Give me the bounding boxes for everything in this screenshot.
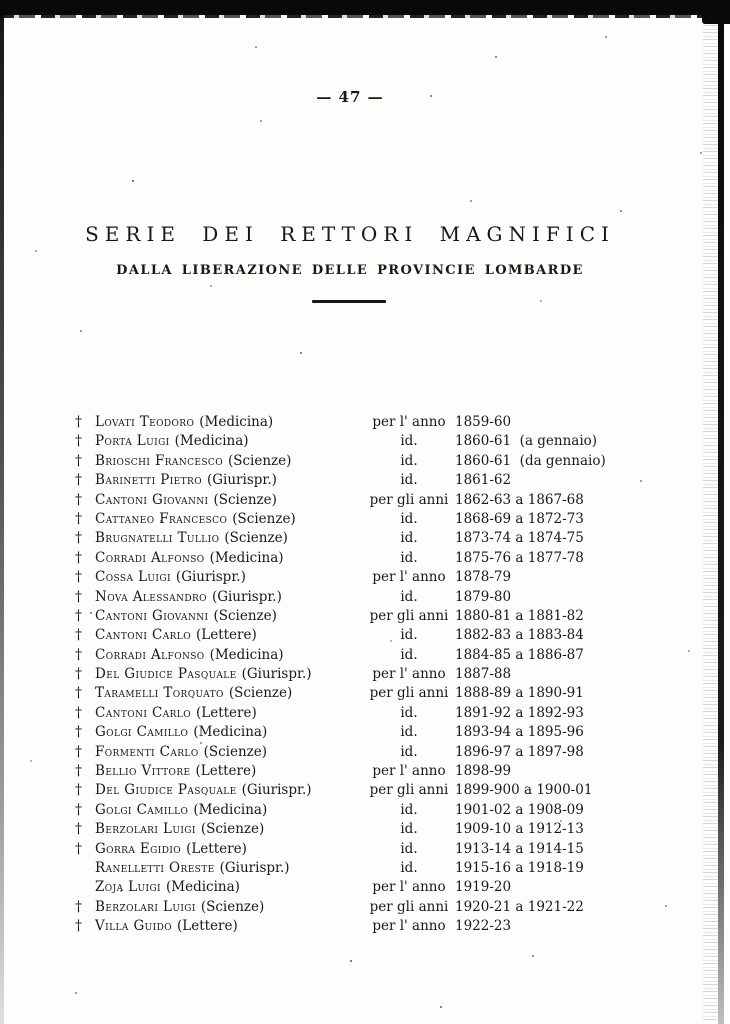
rector-row <box>75 684 665 703</box>
years-value: 1861-62 <box>455 472 512 489</box>
rector-row <box>75 665 665 684</box>
years-value: 1919-20 <box>455 879 512 896</box>
rector-faculty: (Scienze) <box>203 743 268 760</box>
scan-edge-right-strip <box>718 14 724 1024</box>
rector-name: Berzolari Luigi <box>95 821 196 838</box>
period-label: id. <box>400 588 418 605</box>
period-label: id. <box>400 472 418 489</box>
rector-name: Bellio Vittore <box>95 763 191 780</box>
rector-row <box>75 762 665 781</box>
deceased-dagger-mark: † <box>75 569 82 586</box>
deceased-dagger-mark <box>75 859 95 878</box>
rector-name-cell <box>95 917 363 936</box>
period-label: per l' anno <box>372 763 446 780</box>
rector-name: Berzolari Luigi <box>95 898 196 915</box>
rector-faculty: (Scienze) <box>227 452 292 469</box>
scan-noise-right-band <box>703 20 718 1020</box>
period-label: per gli anni <box>369 898 449 915</box>
period-label: id. <box>400 627 418 644</box>
rector-name: Cantoni Carlo <box>95 704 191 721</box>
rector-row <box>75 432 665 451</box>
rector-name: Lovati Teodoro <box>95 414 195 430</box>
rector-row <box>75 510 665 529</box>
rector-faculty: (Scienze) <box>232 510 296 527</box>
rector-name: Gorra Egidio <box>95 840 182 857</box>
rector-row <box>75 840 665 859</box>
rector-name-cell <box>95 529 363 548</box>
period-label: per gli anni <box>369 491 449 508</box>
rector-faculty: (Medicina) <box>199 414 274 430</box>
years-value: 1898-99 <box>455 763 512 780</box>
rector-faculty: (Giurispr.) <box>219 859 290 876</box>
period-label: id. <box>400 704 418 721</box>
rector-faculty: (Medicina) <box>193 801 268 818</box>
deceased-dagger-mark: † <box>75 840 82 857</box>
years-value: 1860-61 (da gennaio) <box>455 452 606 469</box>
years-value: 1868-69 a 1872-73 <box>455 510 584 527</box>
years-value: 1879-80 <box>455 588 512 605</box>
rector-row <box>75 471 665 490</box>
rector-faculty: (Medicina) <box>193 724 268 741</box>
rector-name-cell <box>95 878 363 897</box>
rector-name-cell <box>95 491 363 510</box>
period-label: id. <box>400 840 418 857</box>
rector-name-cell <box>95 588 363 607</box>
deceased-dagger-mark: † <box>75 588 82 605</box>
rector-name: Cantoni Giovanni <box>95 607 209 624</box>
rector-name-cell <box>95 898 363 917</box>
rector-name: Formenti Carlo <box>95 743 199 760</box>
rector-name: Cantoni Giovanni <box>95 491 209 508</box>
page-number: — 47 — <box>316 88 384 106</box>
rector-name-cell <box>95 413 363 432</box>
rector-name: Porta Luigi <box>95 433 170 450</box>
rector-name-cell <box>95 762 363 781</box>
deceased-dagger-mark: † <box>75 414 82 430</box>
period-label: per l' anno <box>372 414 446 430</box>
rector-faculty: (Scienze) <box>213 491 277 508</box>
period-label: id. <box>400 743 418 760</box>
rector-name: Cattaneo Francesco <box>95 510 228 527</box>
rector-name: Golgi Camillo <box>95 724 189 741</box>
rector-row <box>75 723 665 742</box>
period-label: id. <box>400 724 418 741</box>
years-value: 1887-88 <box>455 666 512 683</box>
period-label: id. <box>400 801 418 818</box>
rector-row <box>75 917 665 936</box>
rector-name-cell <box>95 568 363 587</box>
years-value: 1915-16 a 1918-19 <box>455 859 584 876</box>
rector-row <box>75 588 665 607</box>
rector-faculty: (Medicina) <box>209 646 284 663</box>
period-label: id. <box>400 646 418 663</box>
years-value: 1922-23 <box>455 918 512 935</box>
rector-row <box>75 820 665 839</box>
rector-name: Taramelli Torquato <box>95 685 224 702</box>
deceased-dagger-mark: † <box>75 433 82 450</box>
rector-faculty: (Medicina) <box>166 879 240 896</box>
rector-faculty: (Lettere) <box>195 627 257 644</box>
deceased-dagger-mark <box>75 878 95 897</box>
years-value: 1888-89 a 1890-91 <box>455 685 584 702</box>
rector-faculty: (Scienze) <box>224 530 288 547</box>
rector-name: Del Giudice Pasquale <box>95 782 237 799</box>
deceased-dagger-mark: † <box>75 763 82 780</box>
deceased-dagger-mark: † <box>75 491 82 508</box>
period-label: id. <box>400 433 418 450</box>
rector-row <box>75 491 665 510</box>
rectors-list <box>75 413 665 937</box>
rector-name: Cossa Luigi <box>95 569 171 586</box>
rector-faculty: (Scienze) <box>200 898 265 915</box>
period-label: per l' anno <box>372 569 446 586</box>
rector-name: Nova Alessandro <box>95 588 207 605</box>
rector-name: Zoja Luigi <box>95 879 162 896</box>
rector-row <box>75 859 665 878</box>
rector-row <box>75 568 665 587</box>
rector-name-cell <box>95 607 363 626</box>
years-value: 1860-61 (a gennaio) <box>455 433 598 450</box>
deceased-dagger-mark: † <box>75 627 82 644</box>
rector-name-cell <box>95 626 363 645</box>
deceased-dagger-mark: † <box>75 898 82 915</box>
rector-name-cell <box>95 743 363 762</box>
rector-faculty: (Giurispr.) <box>241 666 312 683</box>
rector-faculty: (Scienze) <box>228 685 293 702</box>
rector-faculty: (Lettere) <box>195 704 257 721</box>
rector-name-cell <box>95 665 363 684</box>
years-value: 1875-76 a 1877-78 <box>455 549 584 566</box>
deceased-dagger-mark: † <box>75 510 82 527</box>
deceased-dagger-mark: † <box>75 743 82 760</box>
rector-row <box>75 704 665 723</box>
rector-name: Corradi Alfonso <box>95 646 205 663</box>
rector-faculty: (Medicina) <box>209 549 284 566</box>
years-value: 1913-14 a 1914-15 <box>455 840 584 857</box>
rector-faculty: (Giurispr.) <box>211 588 282 605</box>
rector-name: Cantoni Carlo <box>95 627 191 644</box>
period-label: per gli anni <box>369 607 449 624</box>
years-value: 1893-94 a 1895-96 <box>455 724 584 741</box>
deceased-dagger-mark: † <box>75 472 82 489</box>
years-value: 1862-63 a 1867-68 <box>455 491 584 508</box>
years-value: 1880-81 a 1881-82 <box>455 607 584 624</box>
rector-row <box>75 529 665 548</box>
rector-name: Golgi Camillo <box>95 801 189 818</box>
rector-faculty: (Giurispr.) <box>175 569 246 586</box>
rector-name-cell <box>95 549 363 568</box>
rector-name-cell <box>95 452 363 471</box>
rector-name-cell <box>95 859 363 878</box>
period-label: id. <box>400 549 418 566</box>
deceased-dagger-mark: † <box>75 821 82 838</box>
rector-row <box>75 549 665 568</box>
period-label: id. <box>400 452 418 469</box>
rector-row <box>75 743 665 762</box>
years-value: 1873-74 a 1874-75 <box>455 530 584 547</box>
period-label: id. <box>400 530 418 547</box>
years-value: 1896-97 a 1897-98 <box>455 743 584 760</box>
years-value: 1878-79 <box>455 569 512 586</box>
years-value: 1884-85 a 1886-87 <box>455 646 584 663</box>
period-label: id. <box>400 859 418 876</box>
rector-name: Barinetti Pietro <box>95 472 202 489</box>
deceased-dagger-mark: † <box>75 646 82 663</box>
rector-name-cell <box>95 840 363 859</box>
period-label: id. <box>400 821 418 838</box>
period-label: per gli anni <box>369 782 449 799</box>
rector-row <box>75 898 665 917</box>
rector-name-cell <box>95 432 363 451</box>
deceased-dagger-mark: † <box>75 704 82 721</box>
divider-rule <box>312 300 386 303</box>
period-label: per l' anno <box>372 879 446 896</box>
years-value: 1920-21 a 1921-22 <box>455 898 584 915</box>
rector-faculty: (Giurispr.) <box>206 472 277 489</box>
rector-row <box>75 626 665 645</box>
period-label: per l' anno <box>372 666 446 683</box>
rector-faculty: (Lettere) <box>186 840 247 857</box>
years-value: 1859-60 <box>455 414 512 430</box>
rector-faculty: (Lettere) <box>176 918 238 935</box>
rector-faculty: (Lettere) <box>195 763 257 780</box>
deceased-dagger-mark: † <box>75 918 82 935</box>
years-value: 1882-83 a 1883-84 <box>455 627 584 644</box>
rector-row <box>75 878 665 897</box>
rector-name-cell <box>95 684 363 703</box>
rector-name-cell <box>95 704 363 723</box>
rector-name: Brugnatelli Tullio <box>95 530 220 547</box>
rector-faculty: (Scienze) <box>200 821 265 838</box>
deceased-dagger-mark: † <box>75 666 82 683</box>
rector-name-cell <box>95 471 363 490</box>
page-subtitle: DALLA LIBERAZIONE DELLE PROVINCIE LOMBARDE <box>116 263 584 278</box>
page-title: SERIE DEI RETTORI MAGNIFICI <box>85 222 615 246</box>
period-label: per l' anno <box>372 918 446 935</box>
deceased-dagger-mark: † <box>75 530 82 547</box>
rector-name-cell <box>95 510 363 529</box>
deceased-dagger-mark: † <box>75 685 82 702</box>
deceased-dagger-mark: † <box>75 607 82 624</box>
rector-row <box>75 646 665 665</box>
deceased-dagger-mark: † <box>75 782 82 799</box>
rector-row <box>75 607 665 626</box>
rector-name-cell <box>95 820 363 839</box>
rector-name: Villa Guido <box>95 918 172 935</box>
rector-faculty: (Medicina) <box>174 433 249 450</box>
deceased-dagger-mark: † <box>75 724 82 741</box>
rector-name: Ranelletti Oreste <box>95 859 215 876</box>
rector-name: Del Giudice Pasquale <box>95 666 237 683</box>
rector-name-cell <box>95 723 363 742</box>
rector-faculty: (Scienze) <box>213 607 277 624</box>
rector-name-cell <box>95 781 363 800</box>
rector-name-cell <box>95 646 363 665</box>
deceased-dagger-mark: † <box>75 549 82 566</box>
rector-row <box>75 413 665 432</box>
rector-row <box>75 801 665 820</box>
period-label: per gli anni <box>369 685 449 702</box>
rector-name: Brioschi Francesco <box>95 452 223 469</box>
period-label: id. <box>400 510 418 527</box>
years-value: 1891-92 a 1892-93 <box>455 704 584 721</box>
years-value: 1909-10 a 1912-13 <box>455 821 584 838</box>
deceased-dagger-mark: † <box>75 801 82 818</box>
years-value: 1901-02 a 1908-09 <box>455 801 584 818</box>
rector-faculty: (Giurispr.) <box>241 782 312 799</box>
rector-name: Corradi Alfonso <box>95 549 205 566</box>
deceased-dagger-mark: † <box>75 452 82 469</box>
rector-name-cell <box>95 801 363 820</box>
rector-row <box>75 452 665 471</box>
years-value: 1899-900 a 1900-01 <box>455 782 593 799</box>
rector-row <box>75 781 665 800</box>
